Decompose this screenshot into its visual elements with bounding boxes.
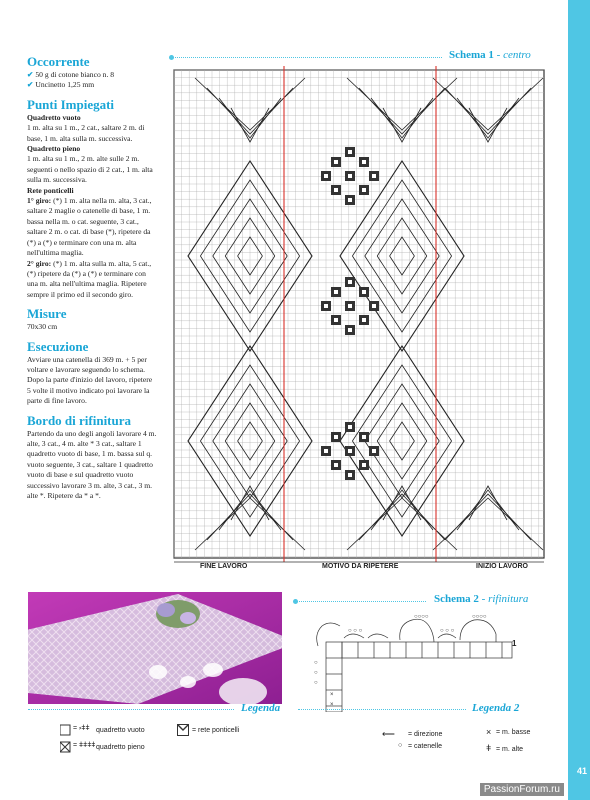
schema1-rule [172,57,442,58]
svg-text:○ ○ ○: ○ ○ ○ [348,628,363,634]
double-crochet-icon: ǂ [486,743,492,753]
schema2-chart [300,612,520,712]
svg-text:○○○○: ○○○○ [414,614,429,620]
pieno-symbol: = ǂǂǂǂ [73,742,96,749]
chart-flower-hole [362,318,366,322]
rete-subheading: Rete ponticelli [27,185,74,195]
rete-giro2: 2° giro: (*) 1 m. alta sulla m. alta, 5 cat., (*) ripetere da (*) a (*) e terminare con una m. alta nell'ultima maglia. Ripetere sempre il primo ed il secondo giro. [27,258,152,299]
chart-flower-hole [348,425,352,429]
schema2-row-number: 1 [512,639,517,648]
chart-flower-hole [324,304,328,308]
motivo-label: MOTIVO DA RIPETERE [322,563,399,570]
instructions-column [27,54,157,501]
fine-lavoro-label: FINE LAVORO [200,563,248,570]
chart-flower-hole [362,290,366,294]
occorrente-item: ✔ Uncinetto 1,25 mm [27,80,95,90]
esecuzione-heading: Esecuzione [27,338,89,354]
chart-flower-hole [334,318,338,322]
rete-symbol-icon [177,724,189,736]
svg-text:○: ○ [314,680,318,686]
legend-basse: = m. basse [496,729,531,736]
schema2-rule-dot [293,599,298,604]
chart-flower-hole [372,449,376,453]
chart-flower-hole [324,174,328,178]
chart-flower-hole [334,463,338,467]
svg-text:×: × [330,692,334,698]
misure-text: 70x30 cm [27,322,58,332]
chain-icon: ○ [398,742,403,749]
chart-flower-hole [348,473,352,477]
chart-flower-hole [372,304,376,308]
legenda2-title: Legenda 2 [472,702,520,714]
inizio-lavoro-label: INIZIO LAVORO [476,563,528,570]
chart-flower-hole [362,188,366,192]
bordo-text: Partendo da uno degli angoli lavorare 4 m. alte, 3 cat., 4 m. alte * 3 cat., saltare 1 quadretto vuoto di base, 1 m. bassa sul q. vuoto seguente, 3 cat., saltare 1 quadretto vuoto di base e sul quadretto vuoto successivo lavorare 3 m. alte, 3 cat., 3 m. alte *. Ripetere da * a *. [27,428,157,500]
schema1-chart [170,66,550,566]
check-icon: ✔ [27,80,34,90]
svg-text:○: ○ [314,670,318,676]
legend-alte: = m. alte [496,746,524,753]
chart-flower-hole [334,188,338,192]
legend-direzione: = direzione [408,731,443,738]
schema2-rule [296,601,426,602]
page-side-bar [568,0,590,800]
quadretto-pieno-text: 1 m. alta su 1 m., 2 m. alte sulle 2 m. seguenti o nello spazio di 2 cat., 1 m. alta sulla m. successiva. [27,154,153,185]
legenda-rule [28,709,234,710]
schema1-title: Schema 1 - centro [449,49,531,61]
bordo-heading: Bordo di rifinitura [27,412,132,428]
svg-text:○ ○ ○: ○ ○ ○ [440,628,455,634]
watermark: PassionForum.ru [480,783,564,796]
chart-flower-hole [348,174,352,178]
page-number: 41 [576,766,587,776]
chart-flower-hole [348,198,352,202]
schema2-title: Schema 2 - rifinitura [434,593,529,605]
chart-flower-hole [362,160,366,164]
legend-quadretto-pieno: quadretto pieno [96,744,145,751]
legend-rete: = rete ponticelli [192,727,240,734]
chart-flower-hole [334,435,338,439]
esecuzione-text: Avviare una catenella di 369 m. + 5 per voltare e lavorare seguendo lo schema. Dopo la parte d'inizio del lavoro, ripetere 5 volte il motivo indicato poi lavorare la parte di fine lavoro. [27,354,153,406]
chart-flower-hole [348,328,352,332]
cross-icon: × [486,727,492,737]
chart-flower-hole [362,435,366,439]
legenda2-rule [298,709,466,710]
chart-flower-hole [372,174,376,178]
rete-giro1: 1° giro: (*) 1 m. alta nella m. alta, 3 cat., saltare 2 maglie o catenelle di base, 1 m. bassa nella m. o cat. seguente, 3 cat., saltare 2 m. o cat. di base (*), ripetere da (*) a (*) e terminare con una m. alta nell'ultima maglia. [27,196,152,258]
chart-flower-hole [362,463,366,467]
occorrente-heading: Occorrente [27,54,90,69]
svg-text:×: × [330,702,334,708]
misure-heading: Misure [27,306,67,322]
chart-flower-hole [348,449,352,453]
vuoto-symbol: = ⸗ǂǂ [73,725,90,732]
check-icon: ✔ [27,70,34,79]
chart-flower-hole [334,160,338,164]
chart-flower-hole [324,449,328,453]
chart-flower-hole [348,150,352,154]
quadretto-vuoto-text: 1 m. alta su 1 m., 2 cat., saltare 2 m. di base, 1 m. alta sulla m. successiva. [27,123,145,143]
punti-heading: Punti Impiegati [27,96,115,112]
occorrente-item: ✔ 50 g di cotone bianco n. 8 [27,70,115,79]
legenda-title: Legenda [241,702,281,714]
chart-flower-hole [348,280,352,284]
project-photo [28,592,282,704]
schema1-rule-dot [169,55,174,60]
quadretto-pieno-subheading: Quadretto pieno [27,144,81,154]
chart-flower-hole [348,304,352,308]
chart-flower-hole [334,290,338,294]
svg-text:○○○○: ○○○○ [472,614,487,620]
svg-text:○: ○ [314,660,318,666]
chart-frame [174,70,544,558]
arrow-left-icon: ⟵ [382,729,395,739]
quadretto-vuoto-subheading: Quadretto vuoto [27,112,81,122]
photo-illustration [28,592,282,704]
legend-catenelle: = catenelle [408,743,443,750]
legend-quadretto-vuoto: quadretto vuoto [96,727,145,734]
